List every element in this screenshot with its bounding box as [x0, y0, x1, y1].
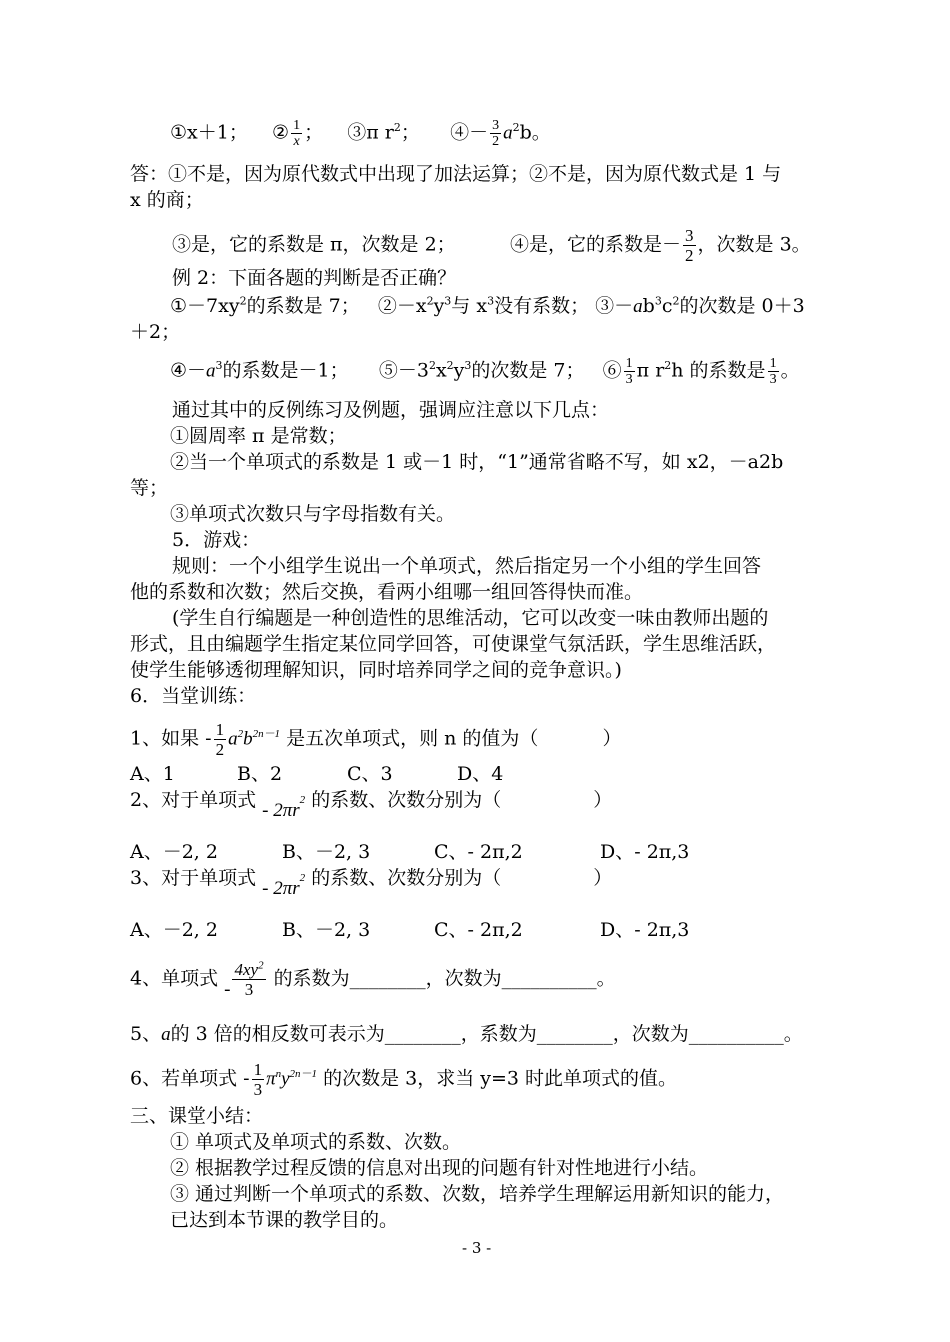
question-2: 2、对于单项式 - $2\pi r^2$ 的系数、次数分别为（ ） — [130, 789, 613, 821]
fraction: $\frac{1}{x}$ — [293, 118, 301, 149]
fraction: $\frac{3}{2}$ — [492, 118, 500, 149]
rule-line-2: 他的系数和次数；然后交换，看两小组哪一组回答得快而准。 — [130, 581, 644, 603]
fraction: $\frac{4xy^2}{3}$ — [234, 959, 264, 999]
example2-items-2: $④-a^3$的系数是－1； $⑤-3^2x^2y^3$的次数是 7； ⑥ $\frac{1}{3}$ π $r^2h$ 的系数是 $\frac{1}{3}$ 。 — [170, 356, 800, 387]
question-3-options: A、－2, 2 B、－2, 3 C、- 2π,2 D、- 2π,3 — [130, 919, 690, 941]
note-intro: 通过其中的反例练习及例题，强调应注意以下几点： — [172, 399, 610, 421]
question-2-options: A、－2, 2 B、－2, 3 C、- 2π,2 D、- 2π,3 — [130, 841, 690, 863]
question-6: 6、若单项式 - $\frac{1}{3}$ $\pi^ny^{2n-1}$ 的次数是 3，求当 y=3 时此单项式的值。 — [130, 1060, 678, 1099]
fraction: $\frac{3}{2}$ — [685, 226, 694, 265]
question-3: 3、对于单项式 - $2\pi r^2$ 的系数、次数分别为（ ） — [130, 867, 613, 899]
summary-1: ① 单项式及单项式的系数、次数。 — [170, 1131, 462, 1153]
page-number: - 3 - — [462, 1239, 492, 1257]
section-game: 5．游戏： — [172, 529, 261, 551]
remark-line-1: (学生自行编题是一种创造性的思维活动，它可以改变一味由教师出题的 — [172, 607, 769, 629]
remark-line-3: 使学生能够透彻理解知识，同时培养同学之间的竞争意识。) — [130, 659, 622, 681]
summary-3-cont: 已达到本节课的教学目的。 — [170, 1209, 399, 1231]
example2-items-1: $①-7xy^2$的系数是 7； $②-x^2y^3$与 $x^3$没有系数； $③-ab^3c^2$的次数是 0＋3 — [170, 294, 805, 317]
summary-3: ③ 通过判断一个单项式的系数、次数，培养学生理解运用新知识的能力， — [170, 1183, 785, 1205]
question-1: 1、如果 - $\frac{1}{2}$ $a^2b^{2n-1}$ 是五次单项式，则 n 的值为（ ） — [130, 720, 622, 759]
fraction: $\frac{1}{2}$ — [215, 720, 225, 759]
answer-line-3: ③是，它的系数是 π，次数是 2； ④是，它的系数是－ $\frac{3}{2}$ ，次数是 3。 — [172, 226, 811, 265]
answer-line-1: 答：①不是，因为原代数式中出现了加法运算；②不是，因为原代数式是 1 与 — [130, 163, 782, 185]
fraction: $\frac{1}{3}$ — [253, 1060, 263, 1099]
section-practice: 6．当堂训练： — [130, 685, 257, 707]
note-1: ①圆周率 π 是常数； — [170, 425, 347, 447]
rule-line-1: 规则：一个小组学生说出一个单项式，然后指定另一个小组的学生回答 — [172, 555, 762, 577]
note-3: ③单项式次数只与字母指数有关。 — [170, 503, 456, 525]
summary-2: ② 根据教学过程反馈的信息对出现的问题有针对性地进行小结。 — [170, 1157, 709, 1179]
section-summary: 三、课堂小结： — [130, 1105, 264, 1127]
example2-items-1-cont: ＋2； — [130, 321, 181, 343]
example1-items: ①x＋1； ② $\frac{1}{x}$ ； ③π $r^2$； ④－ $\frac{3}{2}$ $a^2b$。 — [170, 118, 551, 149]
fraction: $\frac{1}{3}$ — [625, 356, 633, 387]
fraction: $\frac{1}{3}$ — [769, 356, 777, 387]
note-2: ②当一个单项式的系数是 1 或－1 时，“1”通常省略不写，如 x2，－a2b — [170, 451, 784, 473]
answer-line-2: x 的商； — [130, 189, 204, 211]
remark-line-2: 形式，且由编题学生指定某位同学回答，可使课堂气氛活跃，学生思维活跃， — [130, 633, 777, 655]
question-1-options: A、1 B、2 C、3 D、4 — [130, 763, 504, 785]
question-4: 4、单项式 - $\frac{4xy^2}{3}$ 的系数为________，次数为__________。 — [130, 959, 616, 1000]
example2-title: 例 2：下面各题的判断是否正确？ — [172, 267, 457, 289]
note-2-cont: 等； — [130, 477, 169, 499]
question-5: 5、a的 3 倍的相反数可表示为________，系数为________，次数为__________。 — [130, 1023, 803, 1045]
